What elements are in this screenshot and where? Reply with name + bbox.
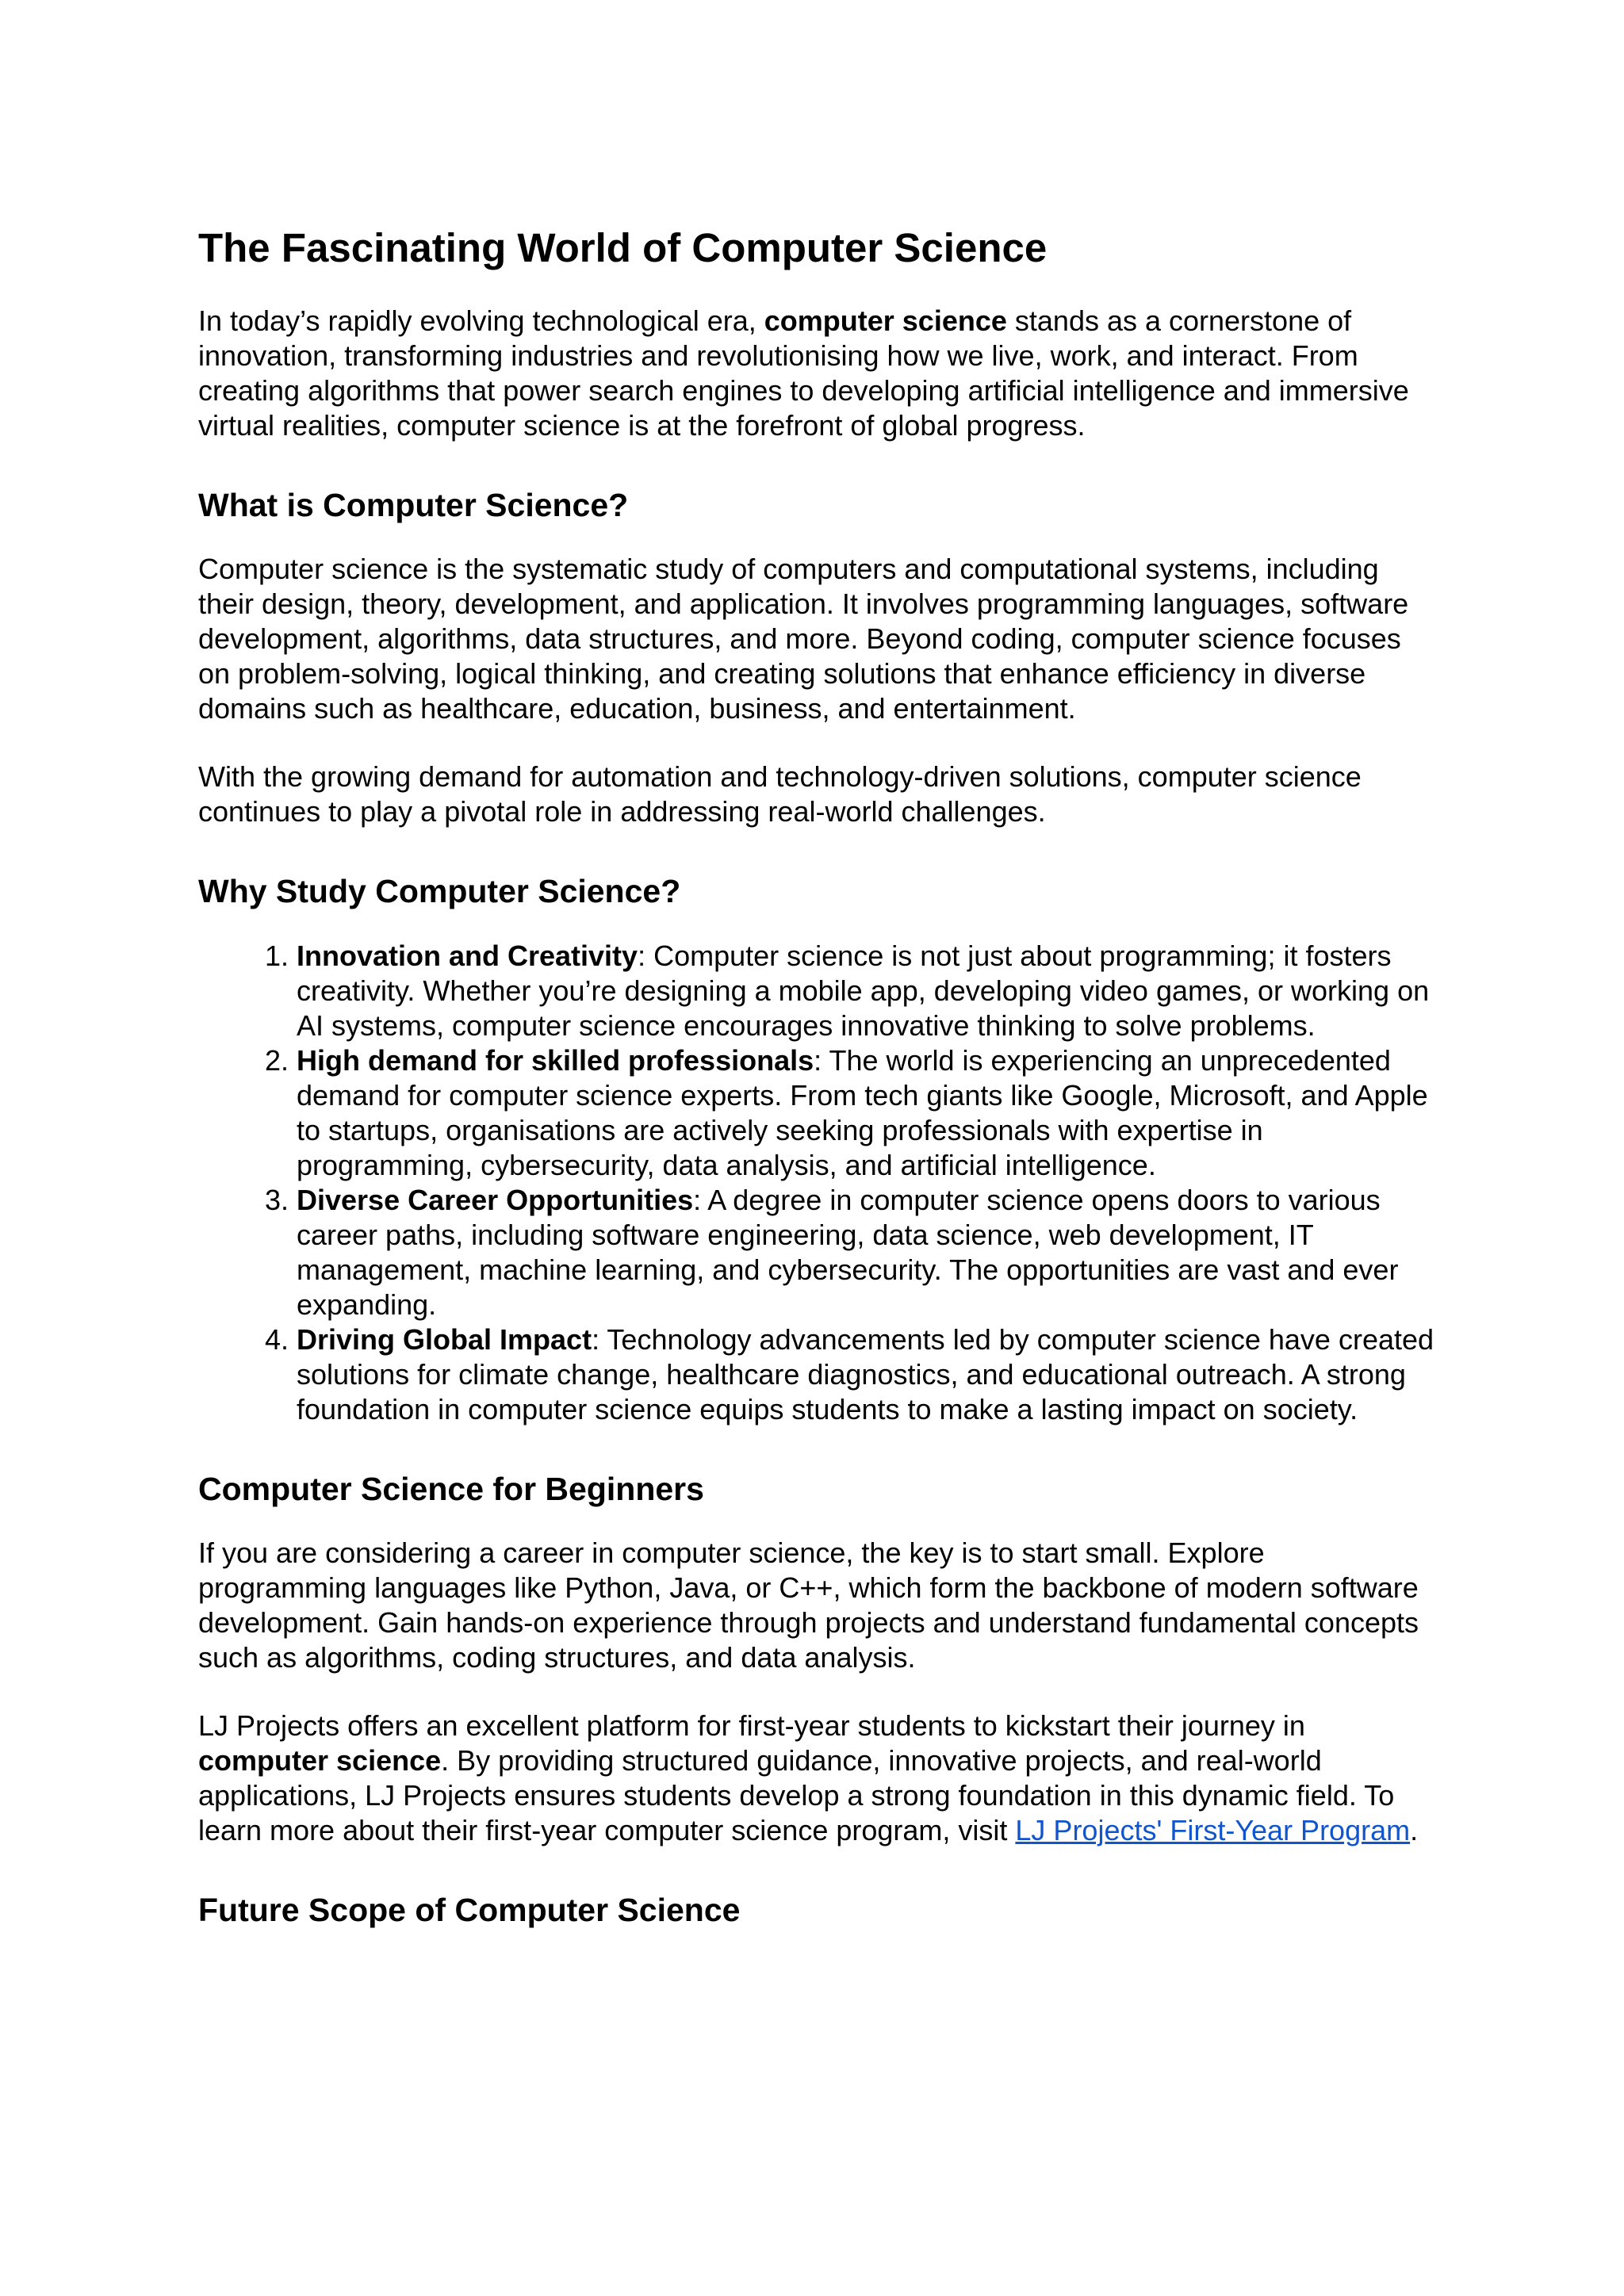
- intro-paragraph: [198, 304, 1435, 443]
- beginners-bold-term: computer science: [198, 1743, 442, 1777]
- document-title: The Fascinating World of Computer Science: [198, 225, 1048, 270]
- why-study-list: [198, 939, 1435, 1427]
- list-item: [297, 1043, 1435, 1183]
- list-item-title: Innovation and Creativity: [297, 939, 638, 972]
- list-item-text: : The world is experiencing an unprecedented demand for computer science experts. From tech giants like Google, Microsoft, and Apple to startups, organisations are actively seeking professionals with expertise in programming, cybersecurity, data analysis, and artificial intelligence.: [297, 1043, 1428, 1181]
- list-item-title: High demand for skilled professionals: [297, 1043, 814, 1077]
- heading-beginners: Computer Science for Beginners: [198, 1470, 704, 1507]
- list-item: [297, 1183, 1435, 1322]
- heading-what-is-cs: What is Computer Science?: [198, 487, 629, 524]
- beginners-text-start: LJ Projects offers an excellent platform for first-year students to kickstart their journey in: [198, 1709, 1305, 1742]
- beginners-text-end: .: [1410, 1813, 1419, 1846]
- intro-text-start: In today’s rapidly evolving technological era,: [198, 304, 764, 338]
- list-item-text: : A degree in computer science opens doors to various career paths, including software engineering, data science, web development, IT management, machine learning, and cybersecurity. The opportunities are vast and ever expanding.: [297, 1183, 1399, 1321]
- heading-why-study: Why Study Computer Science?: [198, 873, 681, 910]
- list-item-text: : Technology advancements led by computer science have created solutions for climate change, healthcare diagnostics, and educational outreach. A strong foundation in computer science equips students to make a lasting impact on society.: [297, 1322, 1434, 1425]
- list-item-title: Driving Global Impact: [297, 1322, 592, 1356]
- beginners-text-middle: . By providing structured guidance, innovative projects, and real-world applications, LJ Projects ensures students develop a strong foundation in this dynamic field. To learn more about their first-year computer science program, visit: [198, 1743, 1395, 1846]
- list-item: [297, 939, 1435, 1043]
- list-item-text: : Computer science is not just about programming; it fosters creativity. Whether you’re designing a mobile app, developing video games, or working on AI systems, computer science encourages innovative thinking to solve problems.: [297, 939, 1430, 1042]
- heading-future-scope: Future Scope of Computer Science: [198, 1891, 741, 1928]
- intro-bold-term: computer science: [764, 304, 1007, 338]
- what-paragraph-1: Computer science is the systematic study of computers and computational systems, including their design, theory, development, and application. It involves programming languages, software development, algorithms, data structures, and more. Beyond coding, computer science focuses on problem-solving, logical thinking, and creating solutions that enhance efficiency in diverse domains such as healthcare, education, business, and entertainment.: [198, 553, 1409, 725]
- list-item: [297, 1322, 1435, 1427]
- beginners-paragraph-1: If you are considering a career in computer science, the key is to start small. Explore programming languages like Python, Java, or C++, which form the backbone of modern software development. Gain hands-on experience through projects and understand fundamental concepts such as algorithms, coding structures, and data analysis.: [198, 1536, 1419, 1674]
- what-paragraph-2: With the growing demand for automation and technology-driven solutions, computer science continues to play a pivotal role in addressing real-world challenges.: [198, 760, 1362, 828]
- list-item-title: Diverse Career Opportunities: [297, 1183, 694, 1216]
- beginners-paragraph-2: [198, 1709, 1435, 1848]
- document-page: [198, 224, 1435, 1957]
- lj-projects-link[interactable]: LJ Projects' First-Year Program: [1015, 1813, 1411, 1846]
- intro-text-end: stands as a cornerstone of innovation, transforming industries and revolutionising how we live, work, and interact. From creating algorithms that power search engines to developing artificial intelligence and immersive virtual realities, computer science is at the forefront of global progress.: [198, 304, 1409, 442]
